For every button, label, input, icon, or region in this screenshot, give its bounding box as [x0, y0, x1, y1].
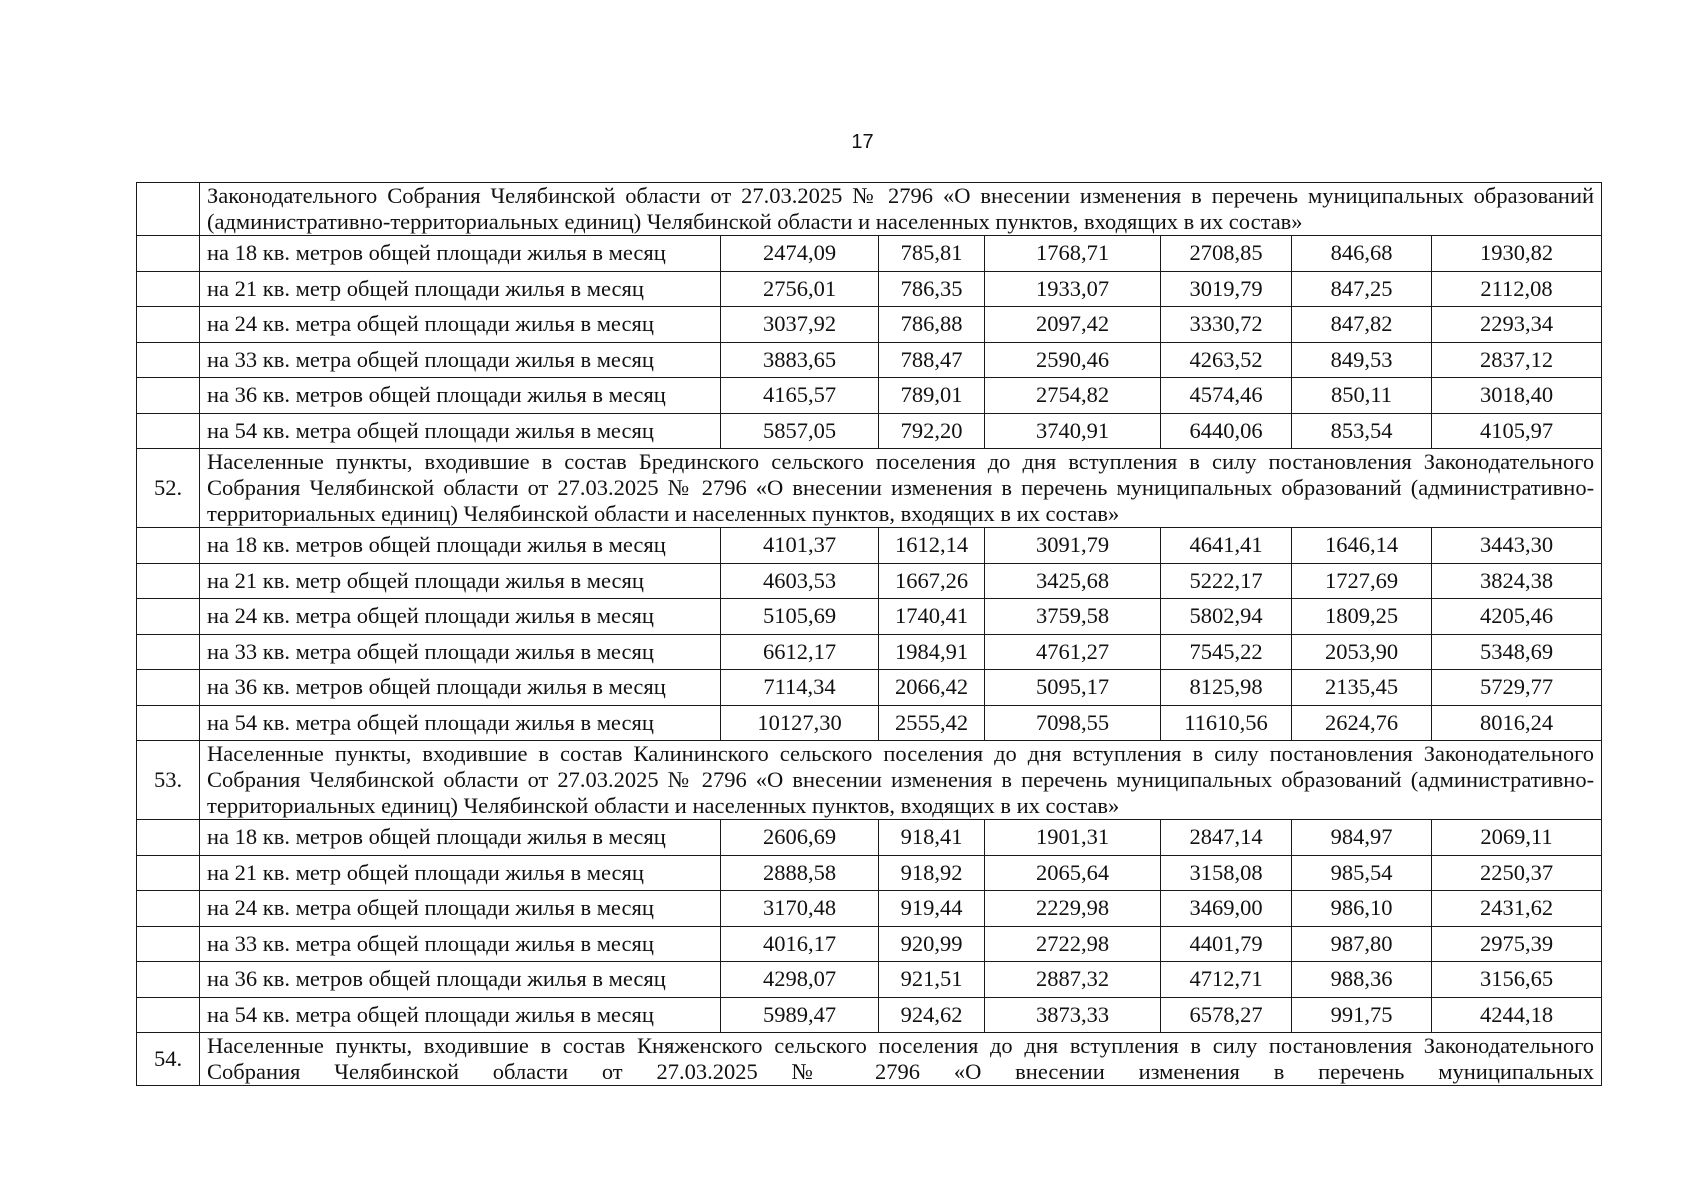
value-cell: 3330,72 — [1161, 307, 1292, 343]
row-label: на 33 кв. метра общей площади жилья в месяц — [200, 634, 721, 670]
value-cell: 4603,53 — [721, 563, 879, 599]
row-label: на 21 кв. метр общей площади жилья в месяц — [200, 271, 721, 307]
table-row — [137, 378, 1602, 414]
value-cell: 3873,33 — [985, 997, 1161, 1033]
row-label: на 36 кв. метров общей площади жилья в месяц — [200, 962, 721, 998]
value-cell: 4244,18 — [1432, 997, 1602, 1033]
empty-number-cell — [137, 820, 200, 856]
value-cell: 2293,34 — [1432, 307, 1602, 343]
value-cell: 3824,38 — [1432, 563, 1602, 599]
table-row — [137, 528, 1602, 564]
value-cell: 5857,05 — [721, 413, 879, 449]
value-cell: 2135,45 — [1292, 670, 1432, 706]
section-header-row — [137, 183, 1602, 236]
row-label: на 33 кв. метра общей площади жилья в месяц — [200, 926, 721, 962]
value-cell: 1984,91 — [879, 634, 985, 670]
table-row — [137, 820, 1602, 856]
value-cell: 4101,37 — [721, 528, 879, 564]
value-cell: 792,20 — [879, 413, 985, 449]
empty-number-cell — [137, 236, 200, 272]
empty-number-cell — [137, 599, 200, 635]
value-cell: 3037,92 — [721, 307, 879, 343]
value-cell: 986,10 — [1292, 891, 1432, 927]
value-cell: 847,82 — [1292, 307, 1432, 343]
empty-number-cell — [137, 413, 200, 449]
value-cell: 6612,17 — [721, 634, 879, 670]
value-cell: 3091,79 — [985, 528, 1161, 564]
value-cell: 5729,77 — [1432, 670, 1602, 706]
value-cell: 924,62 — [879, 997, 985, 1033]
value-cell: 4205,46 — [1432, 599, 1602, 635]
row-label: на 18 кв. метров общей площади жилья в месяц — [200, 820, 721, 856]
value-cell: 2474,09 — [721, 236, 879, 272]
value-cell: 4165,57 — [721, 378, 879, 414]
value-cell: 4641,41 — [1161, 528, 1292, 564]
value-cell: 918,41 — [879, 820, 985, 856]
value-cell: 987,80 — [1292, 926, 1432, 962]
empty-number-cell — [137, 634, 200, 670]
value-cell: 2606,69 — [721, 820, 879, 856]
table-row — [137, 962, 1602, 998]
section-description: Населенные пункты, входившие в состав Брединского сельского поселения до дня вступления в силу постановления Законодательного Собрания Челябинской области от 27.03.2025 № 2796 «О внесении изменения в перечень муниципальных образований (административно-территориальных единиц) Челябинской области и населенных пунктов, входящих в их состав» — [200, 449, 1602, 528]
value-cell: 1901,31 — [985, 820, 1161, 856]
value-cell: 11610,56 — [1161, 705, 1292, 741]
value-cell: 1768,71 — [985, 236, 1161, 272]
value-cell: 2431,62 — [1432, 891, 1602, 927]
empty-number-cell — [137, 926, 200, 962]
section-number: 54. — [137, 1033, 200, 1086]
value-cell: 2250,37 — [1432, 855, 1602, 891]
value-cell: 985,54 — [1292, 855, 1432, 891]
value-cell: 7545,22 — [1161, 634, 1292, 670]
section-header-row — [137, 741, 1602, 820]
row-label: на 33 кв. метра общей площади жилья в месяц — [200, 342, 721, 378]
page-number: 17 — [851, 131, 874, 153]
value-cell: 847,25 — [1292, 271, 1432, 307]
value-cell: 2837,12 — [1432, 342, 1602, 378]
value-cell: 5348,69 — [1432, 634, 1602, 670]
value-cell: 2754,82 — [985, 378, 1161, 414]
value-cell: 5222,17 — [1161, 563, 1292, 599]
value-cell: 4401,79 — [1161, 926, 1292, 962]
value-cell: 2708,85 — [1161, 236, 1292, 272]
section-header-row — [137, 1033, 1602, 1086]
empty-number-cell — [137, 855, 200, 891]
value-cell: 921,51 — [879, 962, 985, 998]
value-cell: 3759,58 — [985, 599, 1161, 635]
value-cell: 3170,48 — [721, 891, 879, 927]
row-label: на 18 кв. метров общей площади жилья в месяц — [200, 528, 721, 564]
row-label: на 24 кв. метра общей площади жилья в месяц — [200, 307, 721, 343]
value-cell: 5802,94 — [1161, 599, 1292, 635]
value-cell: 4761,27 — [985, 634, 1161, 670]
value-cell: 1667,26 — [879, 563, 985, 599]
row-label: на 36 кв. метров общей площади жилья в месяц — [200, 378, 721, 414]
row-label: на 21 кв. метр общей площади жилья в месяц — [200, 563, 721, 599]
section-description: Населенные пункты, входившие в состав Княженского сельского поселения до дня вступления в силу постановления Законодательного Собрания Челябинской области от 27.03.2025 № 2796 «О внесении изменения в перечень муниципальных — [200, 1033, 1602, 1086]
empty-number-cell — [137, 563, 200, 599]
value-cell: 4712,71 — [1161, 962, 1292, 998]
value-cell: 988,36 — [1292, 962, 1432, 998]
value-cell: 2888,58 — [721, 855, 879, 891]
value-cell: 2555,42 — [879, 705, 985, 741]
value-cell: 788,47 — [879, 342, 985, 378]
empty-number-cell — [137, 705, 200, 741]
table-row — [137, 634, 1602, 670]
empty-number-cell — [137, 891, 200, 927]
value-cell: 3469,00 — [1161, 891, 1292, 927]
value-cell: 4298,07 — [721, 962, 879, 998]
table-row — [137, 342, 1602, 378]
value-cell: 1727,69 — [1292, 563, 1432, 599]
value-cell: 5989,47 — [721, 997, 879, 1033]
table-row — [137, 670, 1602, 706]
row-label: на 54 кв. метра общей площади жилья в месяц — [200, 413, 721, 449]
value-cell: 1646,14 — [1292, 528, 1432, 564]
value-cell: 3425,68 — [985, 563, 1161, 599]
value-cell: 2590,46 — [985, 342, 1161, 378]
table-row — [137, 413, 1602, 449]
tariff-table — [136, 182, 1602, 1086]
value-cell: 920,99 — [879, 926, 985, 962]
value-cell: 8125,98 — [1161, 670, 1292, 706]
table-row — [137, 891, 1602, 927]
value-cell: 2053,90 — [1292, 634, 1432, 670]
value-cell: 919,44 — [879, 891, 985, 927]
value-cell: 786,35 — [879, 271, 985, 307]
value-cell: 3019,79 — [1161, 271, 1292, 307]
value-cell: 2975,39 — [1432, 926, 1602, 962]
table-row — [137, 599, 1602, 635]
table-row — [137, 271, 1602, 307]
table-row — [137, 307, 1602, 343]
empty-number-cell — [137, 271, 200, 307]
value-cell: 846,68 — [1292, 236, 1432, 272]
table-row — [137, 236, 1602, 272]
table-body — [137, 183, 1602, 1086]
value-cell: 6440,06 — [1161, 413, 1292, 449]
value-cell: 1930,82 — [1432, 236, 1602, 272]
value-cell: 2065,64 — [985, 855, 1161, 891]
section-description: Населенные пункты, входившие в состав Калининского сельского поселения до дня вступления в силу постановления Законодательного Собрания Челябинской области от 27.03.2025 № 2796 «О внесении изменения в перечень муниципальных образований (административно-территориальных единиц) Челябинской области и населенных пунктов, входящих в их состав» — [200, 741, 1602, 820]
value-cell: 5105,69 — [721, 599, 879, 635]
table-row — [137, 997, 1602, 1033]
empty-number-cell — [137, 342, 200, 378]
value-cell: 4105,97 — [1432, 413, 1602, 449]
empty-number-cell — [137, 670, 200, 706]
value-cell: 6578,27 — [1161, 997, 1292, 1033]
value-cell: 2847,14 — [1161, 820, 1292, 856]
row-label: на 54 кв. метра общей площади жилья в месяц — [200, 997, 721, 1033]
value-cell: 991,75 — [1292, 997, 1432, 1033]
value-cell: 918,92 — [879, 855, 985, 891]
row-label: на 24 кв. метра общей площади жилья в месяц — [200, 599, 721, 635]
value-cell: 2097,42 — [985, 307, 1161, 343]
value-cell: 849,53 — [1292, 342, 1432, 378]
value-cell: 7114,34 — [721, 670, 879, 706]
value-cell: 4263,52 — [1161, 342, 1292, 378]
section-number: 52. — [137, 449, 200, 528]
section-header-row — [137, 449, 1602, 528]
value-cell: 7098,55 — [985, 705, 1161, 741]
value-cell: 8016,24 — [1432, 705, 1602, 741]
row-label: на 24 кв. метра общей площади жилья в месяц — [200, 891, 721, 927]
value-cell: 1740,41 — [879, 599, 985, 635]
empty-number-cell — [137, 378, 200, 414]
value-cell: 2112,08 — [1432, 271, 1602, 307]
value-cell: 789,01 — [879, 378, 985, 414]
value-cell: 850,11 — [1292, 378, 1432, 414]
empty-number-cell — [137, 962, 200, 998]
value-cell: 2066,42 — [879, 670, 985, 706]
value-cell: 3740,91 — [985, 413, 1161, 449]
value-cell: 785,81 — [879, 236, 985, 272]
value-cell: 4574,46 — [1161, 378, 1292, 414]
value-cell: 1809,25 — [1292, 599, 1432, 635]
empty-number-cell — [137, 997, 200, 1033]
row-label: на 36 кв. метров общей площади жилья в месяц — [200, 670, 721, 706]
value-cell: 853,54 — [1292, 413, 1432, 449]
value-cell: 3018,40 — [1432, 378, 1602, 414]
value-cell: 2887,32 — [985, 962, 1161, 998]
value-cell: 10127,30 — [721, 705, 879, 741]
value-cell: 3156,65 — [1432, 962, 1602, 998]
section-number: 53. — [137, 741, 200, 820]
value-cell: 2722,98 — [985, 926, 1161, 962]
empty-number-cell — [137, 528, 200, 564]
row-label: на 54 кв. метра общей площади жилья в месяц — [200, 705, 721, 741]
row-label: на 18 кв. метров общей площади жилья в месяц — [200, 236, 721, 272]
section-description: Законодательного Собрания Челябинской области от 27.03.2025 № 2796 «О внесении изменения в перечень муниципальных образований (административно-территориальных единиц) Челябинской области и населенных пунктов, входящих в их состав» — [200, 183, 1602, 236]
value-cell: 786,88 — [879, 307, 985, 343]
value-cell: 1612,14 — [879, 528, 985, 564]
table-row — [137, 926, 1602, 962]
value-cell: 2624,76 — [1292, 705, 1432, 741]
value-cell: 2756,01 — [721, 271, 879, 307]
value-cell: 5095,17 — [985, 670, 1161, 706]
value-cell: 1933,07 — [985, 271, 1161, 307]
row-label: на 21 кв. метр общей площади жилья в месяц — [200, 855, 721, 891]
value-cell: 3158,08 — [1161, 855, 1292, 891]
value-cell: 984,97 — [1292, 820, 1432, 856]
table-row — [137, 563, 1602, 599]
value-cell: 2229,98 — [985, 891, 1161, 927]
table-row — [137, 705, 1602, 741]
value-cell: 3443,30 — [1432, 528, 1602, 564]
empty-number-cell — [137, 307, 200, 343]
value-cell: 2069,11 — [1432, 820, 1602, 856]
table-row — [137, 855, 1602, 891]
section-number — [137, 183, 200, 236]
value-cell: 4016,17 — [721, 926, 879, 962]
value-cell: 3883,65 — [721, 342, 879, 378]
